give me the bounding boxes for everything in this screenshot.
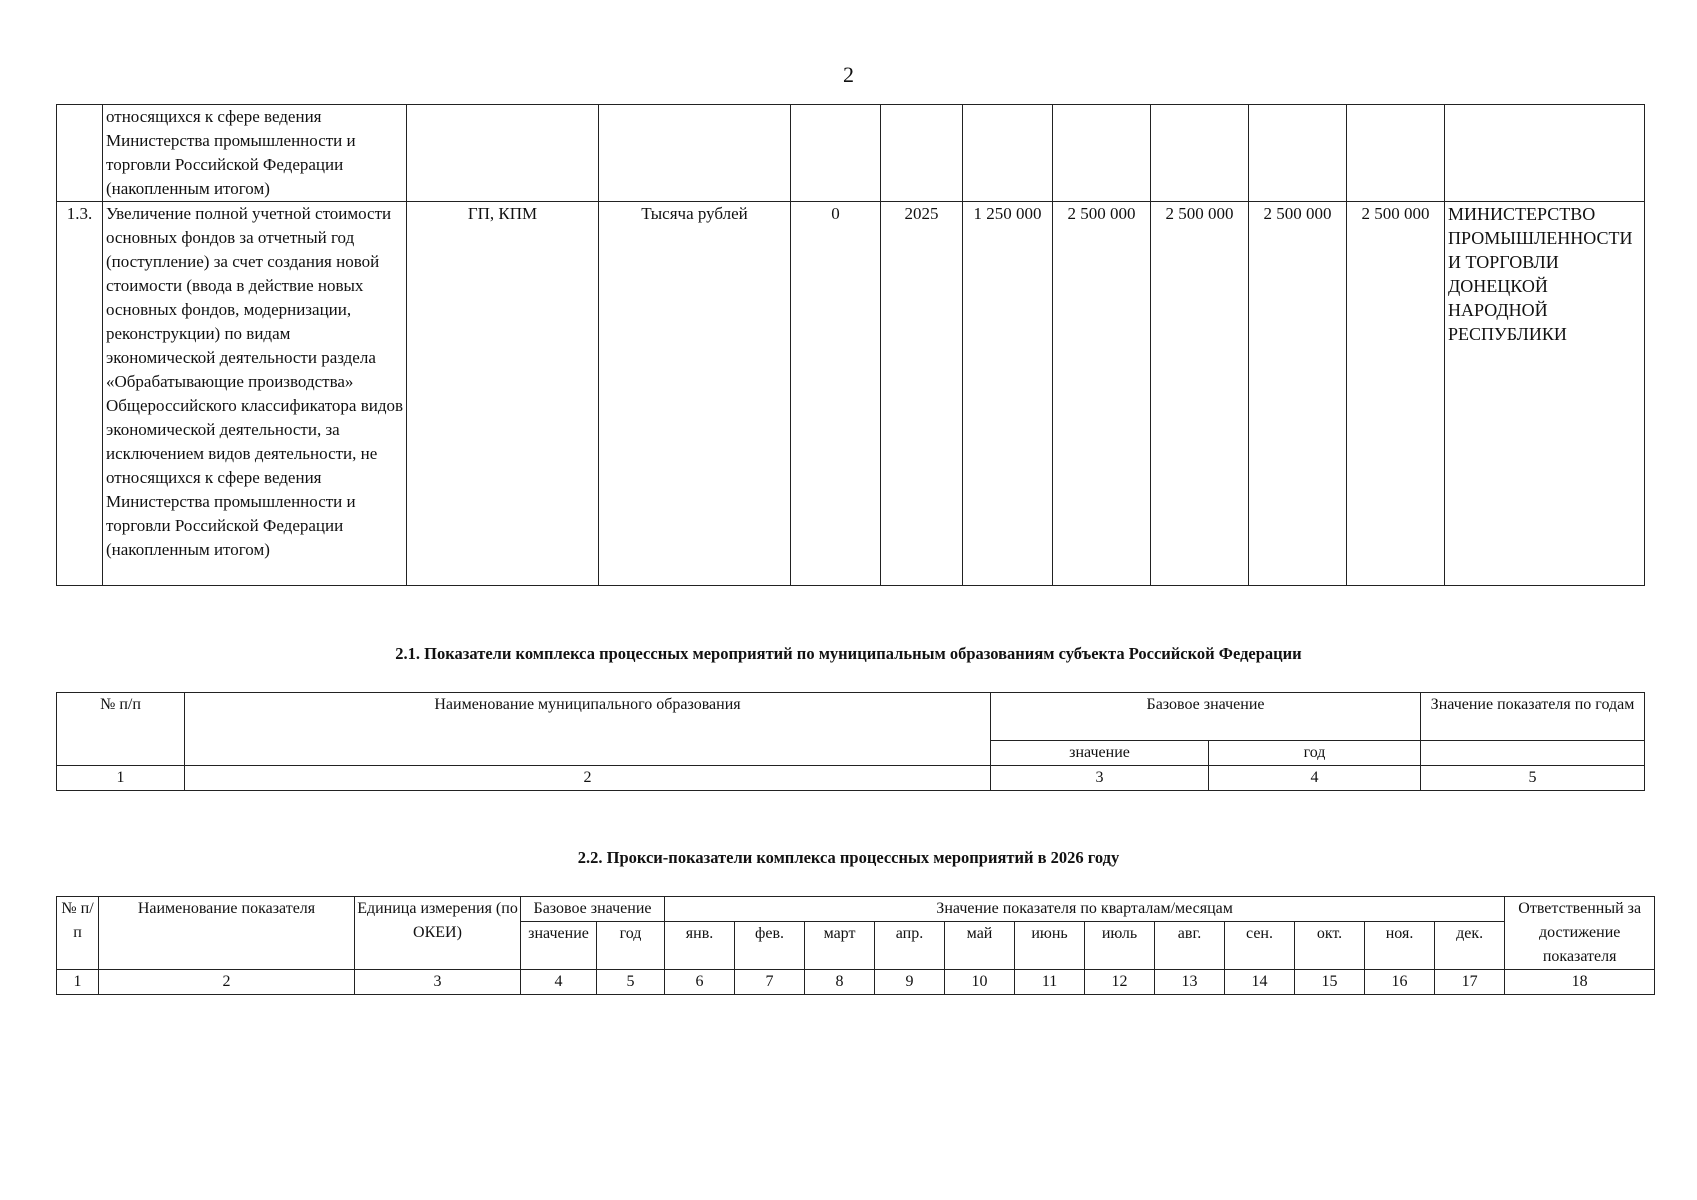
header-num: № п/п — [57, 897, 99, 970]
header-month: окт. — [1295, 922, 1365, 970]
indicator-name: Увеличение полной учетной стоимости основных фондов за отчетный год (поступление) за счет создания новой стоимости (ввода в действие новых основных фондов, модернизации, реконструкции) по видам экономической деятельности раздела «Обрабатывающие производства» Общероссийского классификатора видов экономической деятельности, за исключением видов деятельности, не относящихся к сфере ведения Министерства промышленности и торговли Российской Федерации (накопленным итогом) — [103, 202, 407, 586]
header-month: март — [805, 922, 875, 970]
table-row-numbers — [57, 766, 1645, 791]
row-number: 1.3. — [57, 202, 103, 586]
table-row-numbers — [57, 970, 1655, 995]
header-month: май — [945, 922, 1015, 970]
table-cell — [881, 105, 963, 202]
table-cell — [1151, 105, 1249, 202]
column-number: 13 — [1155, 970, 1225, 995]
column-number: 18 — [1505, 970, 1655, 995]
header-base-value: Базовое значение — [991, 693, 1421, 741]
table-cell — [1421, 741, 1645, 766]
table-cell — [57, 105, 103, 202]
column-number: 1 — [57, 970, 99, 995]
table-cell — [1445, 105, 1645, 202]
column-number: 2 — [99, 970, 355, 995]
header-value-by-period: Значение показателя по кварталам/месяцам — [665, 897, 1505, 922]
value-year-1: 1 250 000 — [963, 202, 1053, 586]
header-municipality-name: Наименование муниципального образования — [185, 693, 991, 766]
column-number: 2 — [185, 766, 991, 791]
column-number: 3 — [355, 970, 521, 995]
table-cell — [963, 105, 1053, 202]
column-number: 7 — [735, 970, 805, 995]
header-value-by-years: Значение показателя по годам — [1421, 693, 1645, 741]
column-number: 4 — [1209, 766, 1421, 791]
table-header-row — [57, 693, 1645, 741]
column-number: 14 — [1225, 970, 1295, 995]
table-cell — [1053, 105, 1151, 202]
column-number: 9 — [875, 970, 945, 995]
column-number: 3 — [991, 766, 1209, 791]
column-number: 1 — [57, 766, 185, 791]
header-month: янв. — [665, 922, 735, 970]
table-header-row — [57, 897, 1655, 922]
municipal-indicators-table — [56, 692, 1645, 791]
header-month: сен. — [1225, 922, 1295, 970]
header-value: значение — [991, 741, 1209, 766]
section-2-1-title: 2.1. Показатели комплекса процессных мероприятий по муниципальным образованиям субъекта Российской Федерации — [395, 644, 1302, 663]
indicators-table-continuation — [56, 104, 1645, 586]
responsible-body: МИНИСТЕРСТВО ПРОМЫШЛЕННОСТИ И ТОРГОВЛИ ДОНЕЦКОЙ НАРОДНОЙ РЕСПУБЛИКИ — [1445, 202, 1645, 586]
column-number: 4 — [521, 970, 597, 995]
column-number: 12 — [1085, 970, 1155, 995]
indicator-level: ГП, КПМ — [407, 202, 599, 586]
base-value: 0 — [791, 202, 881, 586]
header-value: значение — [521, 922, 597, 970]
header-indicator-name: Наименование показателя — [99, 897, 355, 970]
page-number: 2 — [843, 62, 854, 87]
unit-of-measure: Тысяча рублей — [599, 202, 791, 586]
column-number: 10 — [945, 970, 1015, 995]
column-number: 5 — [597, 970, 665, 995]
header-month: авг. — [1155, 922, 1225, 970]
proxy-indicators-table — [56, 896, 1655, 995]
column-number: 6 — [665, 970, 735, 995]
header-base-value: Базовое значение — [521, 897, 665, 922]
table-cell — [791, 105, 881, 202]
column-number: 16 — [1365, 970, 1435, 995]
table-cell — [599, 105, 791, 202]
header-responsible: Ответственный за достижение показателя — [1505, 897, 1655, 970]
value-year-2: 2 500 000 — [1053, 202, 1151, 586]
value-year-4: 2 500 000 — [1249, 202, 1347, 586]
table-cell — [407, 105, 599, 202]
header-month: июль — [1085, 922, 1155, 970]
column-number: 11 — [1015, 970, 1085, 995]
column-number: 8 — [805, 970, 875, 995]
value-year-5: 2 500 000 — [1347, 202, 1445, 586]
header-month: июнь — [1015, 922, 1085, 970]
column-number: 15 — [1295, 970, 1365, 995]
section-2-2-title: 2.2. Прокси-показатели комплекса процессных мероприятий в 2026 году — [577, 848, 1120, 867]
table-row — [57, 202, 1645, 586]
indicator-name-continuation: относящихся к сфере ведения Министерства промышленности и торговли Российской Федерации (накопленным итогом) — [103, 105, 407, 202]
column-number: 5 — [1421, 766, 1645, 791]
header-unit: Единица измерения (по ОКЕИ) — [355, 897, 521, 970]
header-month: ноя. — [1365, 922, 1435, 970]
table-row — [57, 105, 1645, 202]
header-num: № п/п — [57, 693, 185, 766]
column-number: 17 — [1435, 970, 1505, 995]
table-cell — [1249, 105, 1347, 202]
header-month: апр. — [875, 922, 945, 970]
table-cell — [1347, 105, 1445, 202]
header-month: дек. — [1435, 922, 1505, 970]
base-year: 2025 — [881, 202, 963, 586]
header-month: фев. — [735, 922, 805, 970]
header-year: год — [1209, 741, 1421, 766]
value-year-3: 2 500 000 — [1151, 202, 1249, 586]
header-year: год — [597, 922, 665, 970]
